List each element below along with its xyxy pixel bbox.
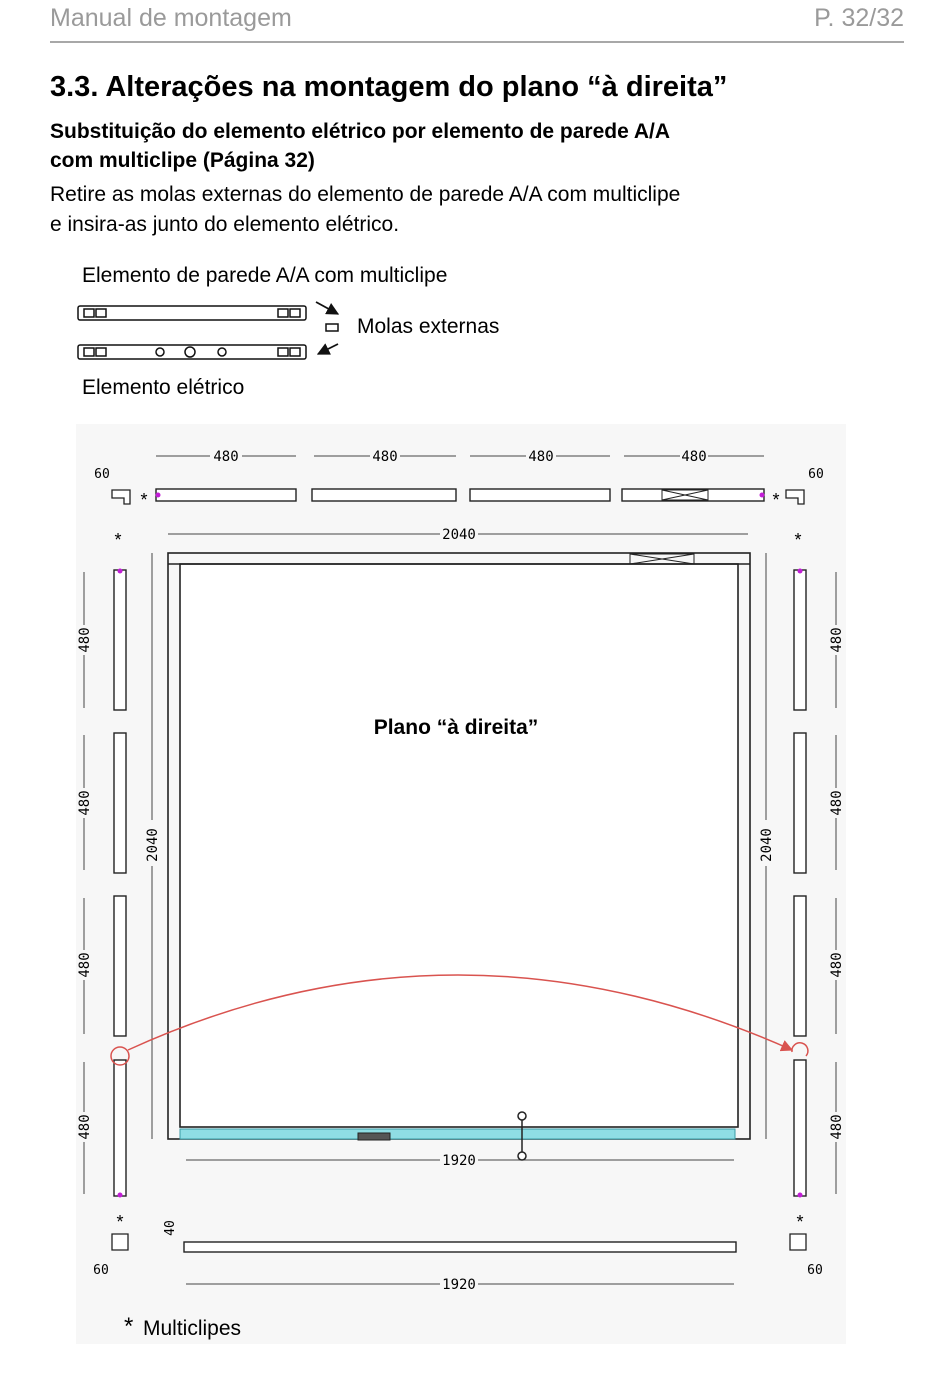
subtitle-line-2: com multiclipe (Página 32) bbox=[50, 149, 315, 172]
dim-corner-bl-60: 60 bbox=[93, 1263, 109, 1278]
corner-bottom-right bbox=[790, 1234, 806, 1250]
asterisk-tl: * bbox=[140, 490, 148, 510]
legend-wall-element-icon bbox=[78, 306, 306, 320]
footnote-asterisk: * bbox=[124, 1313, 134, 1340]
asterisk-tr: * bbox=[772, 490, 780, 510]
legend-electric-element-label: Elemento elétrico bbox=[82, 376, 245, 399]
dim-corner-tr-60: 60 bbox=[808, 467, 824, 482]
asterisk-bl: * bbox=[116, 1212, 124, 1232]
subtitle-line-1: Substituição do elemento elétrico por elemento de parede A/A bbox=[50, 120, 671, 143]
page-number: P. 32/32 bbox=[814, 4, 904, 32]
dim-left-4: 480 bbox=[77, 1114, 93, 1140]
dim-top-4: 480 bbox=[681, 449, 707, 465]
dim-corner-br-60: 60 bbox=[807, 1263, 823, 1278]
dim-top-3: 480 bbox=[528, 449, 554, 465]
legend-arrow-out bbox=[316, 302, 338, 314]
dim-inner-1920: 1920 bbox=[442, 1153, 476, 1169]
dim-left-1: 480 bbox=[77, 627, 93, 653]
document-title: Manual de montagem bbox=[50, 4, 292, 32]
dim-right-1: 480 bbox=[829, 627, 845, 653]
bottom-rail bbox=[184, 1242, 736, 1252]
dim-rail-1920: 1920 bbox=[442, 1277, 476, 1293]
dim-height-left: 2040 bbox=[145, 828, 161, 862]
plane-label: Plano “à direita” bbox=[373, 716, 539, 739]
legend-springs-label: Molas externas bbox=[357, 315, 500, 338]
asterisk-tr2: * bbox=[794, 530, 802, 550]
asterisk-br: * bbox=[796, 1212, 804, 1232]
dim-right-2: 480 bbox=[829, 790, 845, 816]
corner-bottom-left bbox=[112, 1234, 128, 1250]
dim-top-2: 480 bbox=[372, 449, 398, 465]
footnote-label: Multiclipes bbox=[143, 1317, 242, 1340]
asterisk-tl2: * bbox=[114, 530, 122, 550]
assembled-frame bbox=[168, 553, 750, 1139]
section-title: 3.3. Alterações na montagem do plano “à direita” bbox=[50, 71, 728, 103]
legend-wall-element-label: Elemento de parede A/A com multiclipe bbox=[82, 264, 448, 287]
dim-top-1: 480 bbox=[213, 449, 239, 465]
dim-width-2040: 2040 bbox=[442, 527, 476, 543]
dim-corner-tl-60: 60 bbox=[94, 467, 110, 482]
instruction-line-1: Retire as molas externas do elemento de parede A/A com multiclipe bbox=[50, 183, 681, 206]
dim-left-2: 480 bbox=[77, 790, 93, 816]
glass-panel-bottom bbox=[180, 1129, 735, 1139]
instruction-line-2: e insira-as junto do elemento elétrico. bbox=[50, 213, 400, 236]
legend-arrow-in bbox=[318, 344, 338, 354]
dim-right-4: 480 bbox=[829, 1114, 845, 1140]
dim-right-3: 480 bbox=[829, 952, 845, 978]
dim-left-3: 480 bbox=[77, 952, 93, 978]
dim-height-right: 2040 bbox=[759, 828, 775, 862]
legend-electric-element-icon bbox=[78, 345, 306, 359]
legend-spring-icon bbox=[326, 324, 338, 331]
lock-icon bbox=[358, 1133, 390, 1140]
dim-rail-40: 40 bbox=[163, 1220, 178, 1236]
